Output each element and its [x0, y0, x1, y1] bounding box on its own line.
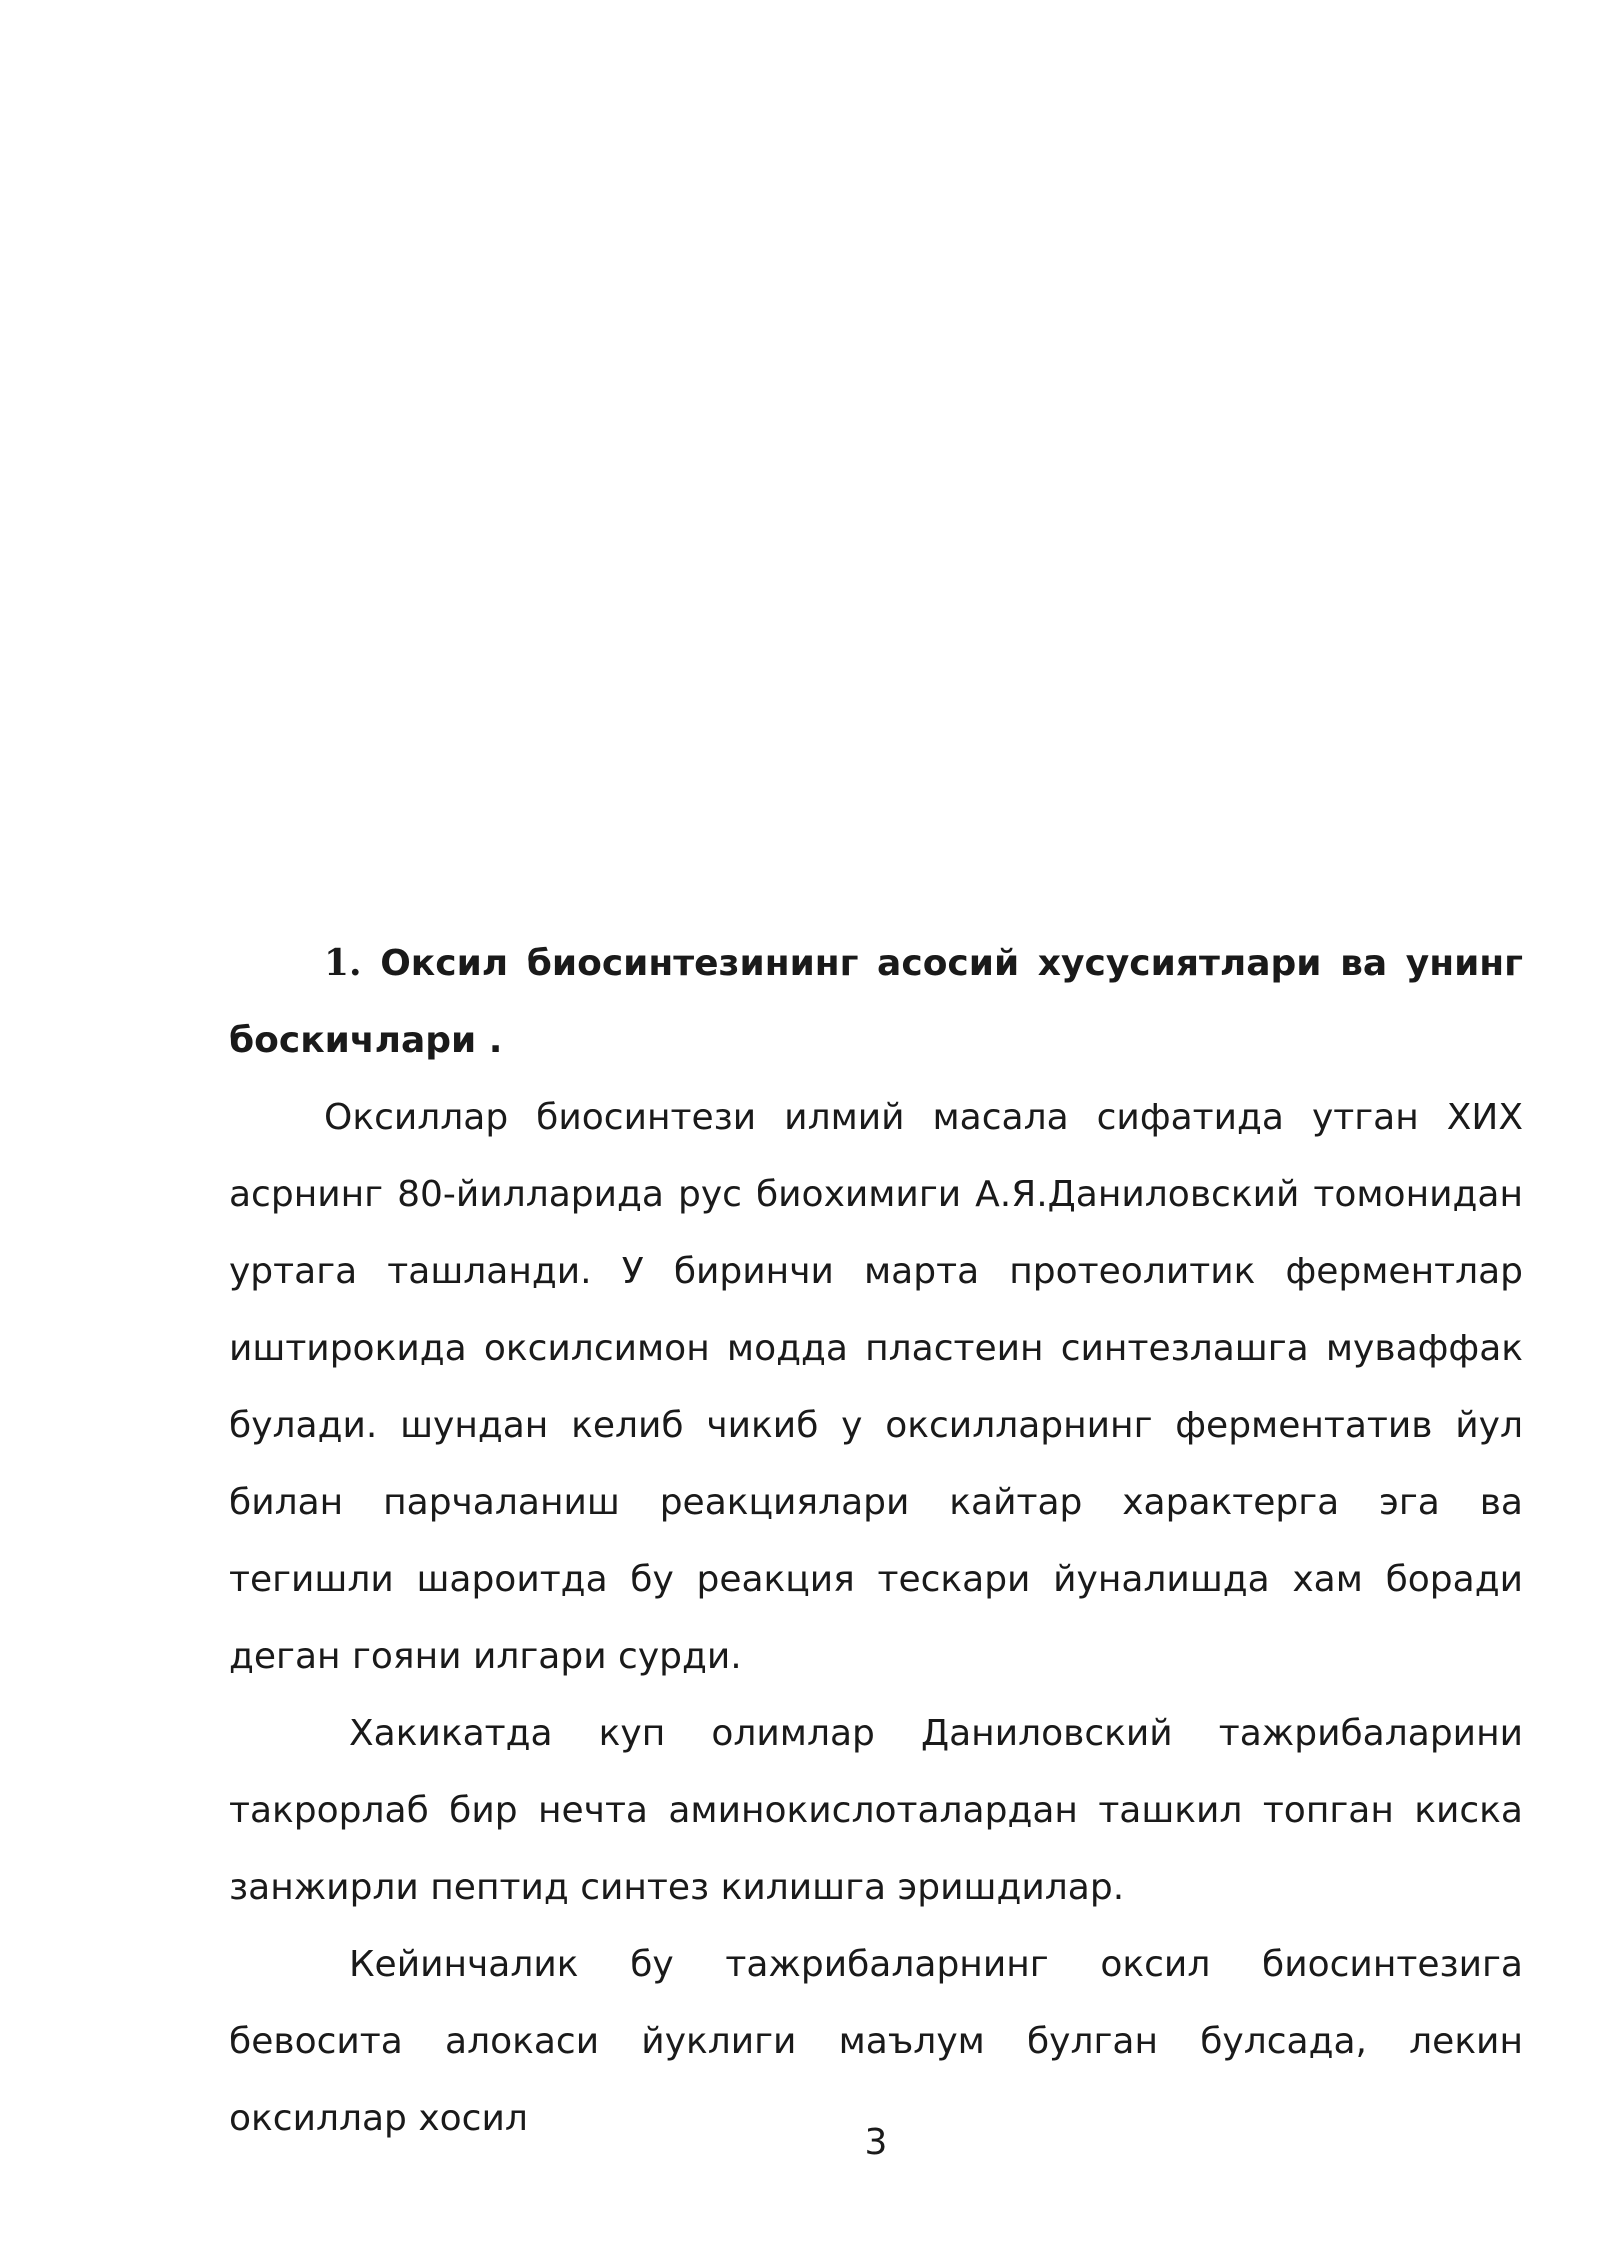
page-number: 3	[864, 2122, 888, 2163]
section-title: Оксил биосинтезининг асосий хусусиятлари ва унинг боскичлари .	[229, 943, 1523, 1061]
paragraph-3: Кейинчалик бу тажрибаларнинг оксил биосинтезига бевосита алокаси йуклиги маълум булган булсада, лекин оксиллар хосил	[229, 1944, 1523, 2139]
page-body	[229, 925, 1523, 2157]
section-heading	[229, 925, 1523, 1079]
paragraph-2: Хакикатда куп олимлар Даниловский тажрибаларини такрорлаб бир нечта аминокислоталардан ташкил топган киска занжирли пептид синтез килишга эришдилар.	[229, 1713, 1523, 1908]
section-number: 1.	[324, 942, 362, 984]
paragraph-1: Оксиллар биосинтези илмий масала сифатида утган ХИХ асрнинг 80-йилларида рус биохимиги А.Я.Даниловский томонидан уртага ташланди. У биринчи марта протеолитик ферментлар иштирокида оксилсимон модда пластеин синтезлашга муваффак булади. шундан келиб чикиб у оксилларнинг ферментатив йул билан парчаланиш реакциялари кайтар характерга эга ва тегишли шароитда бу реакция тескари йуналишда хам боради деган гояни илгари сурди.	[229, 1097, 1523, 1677]
